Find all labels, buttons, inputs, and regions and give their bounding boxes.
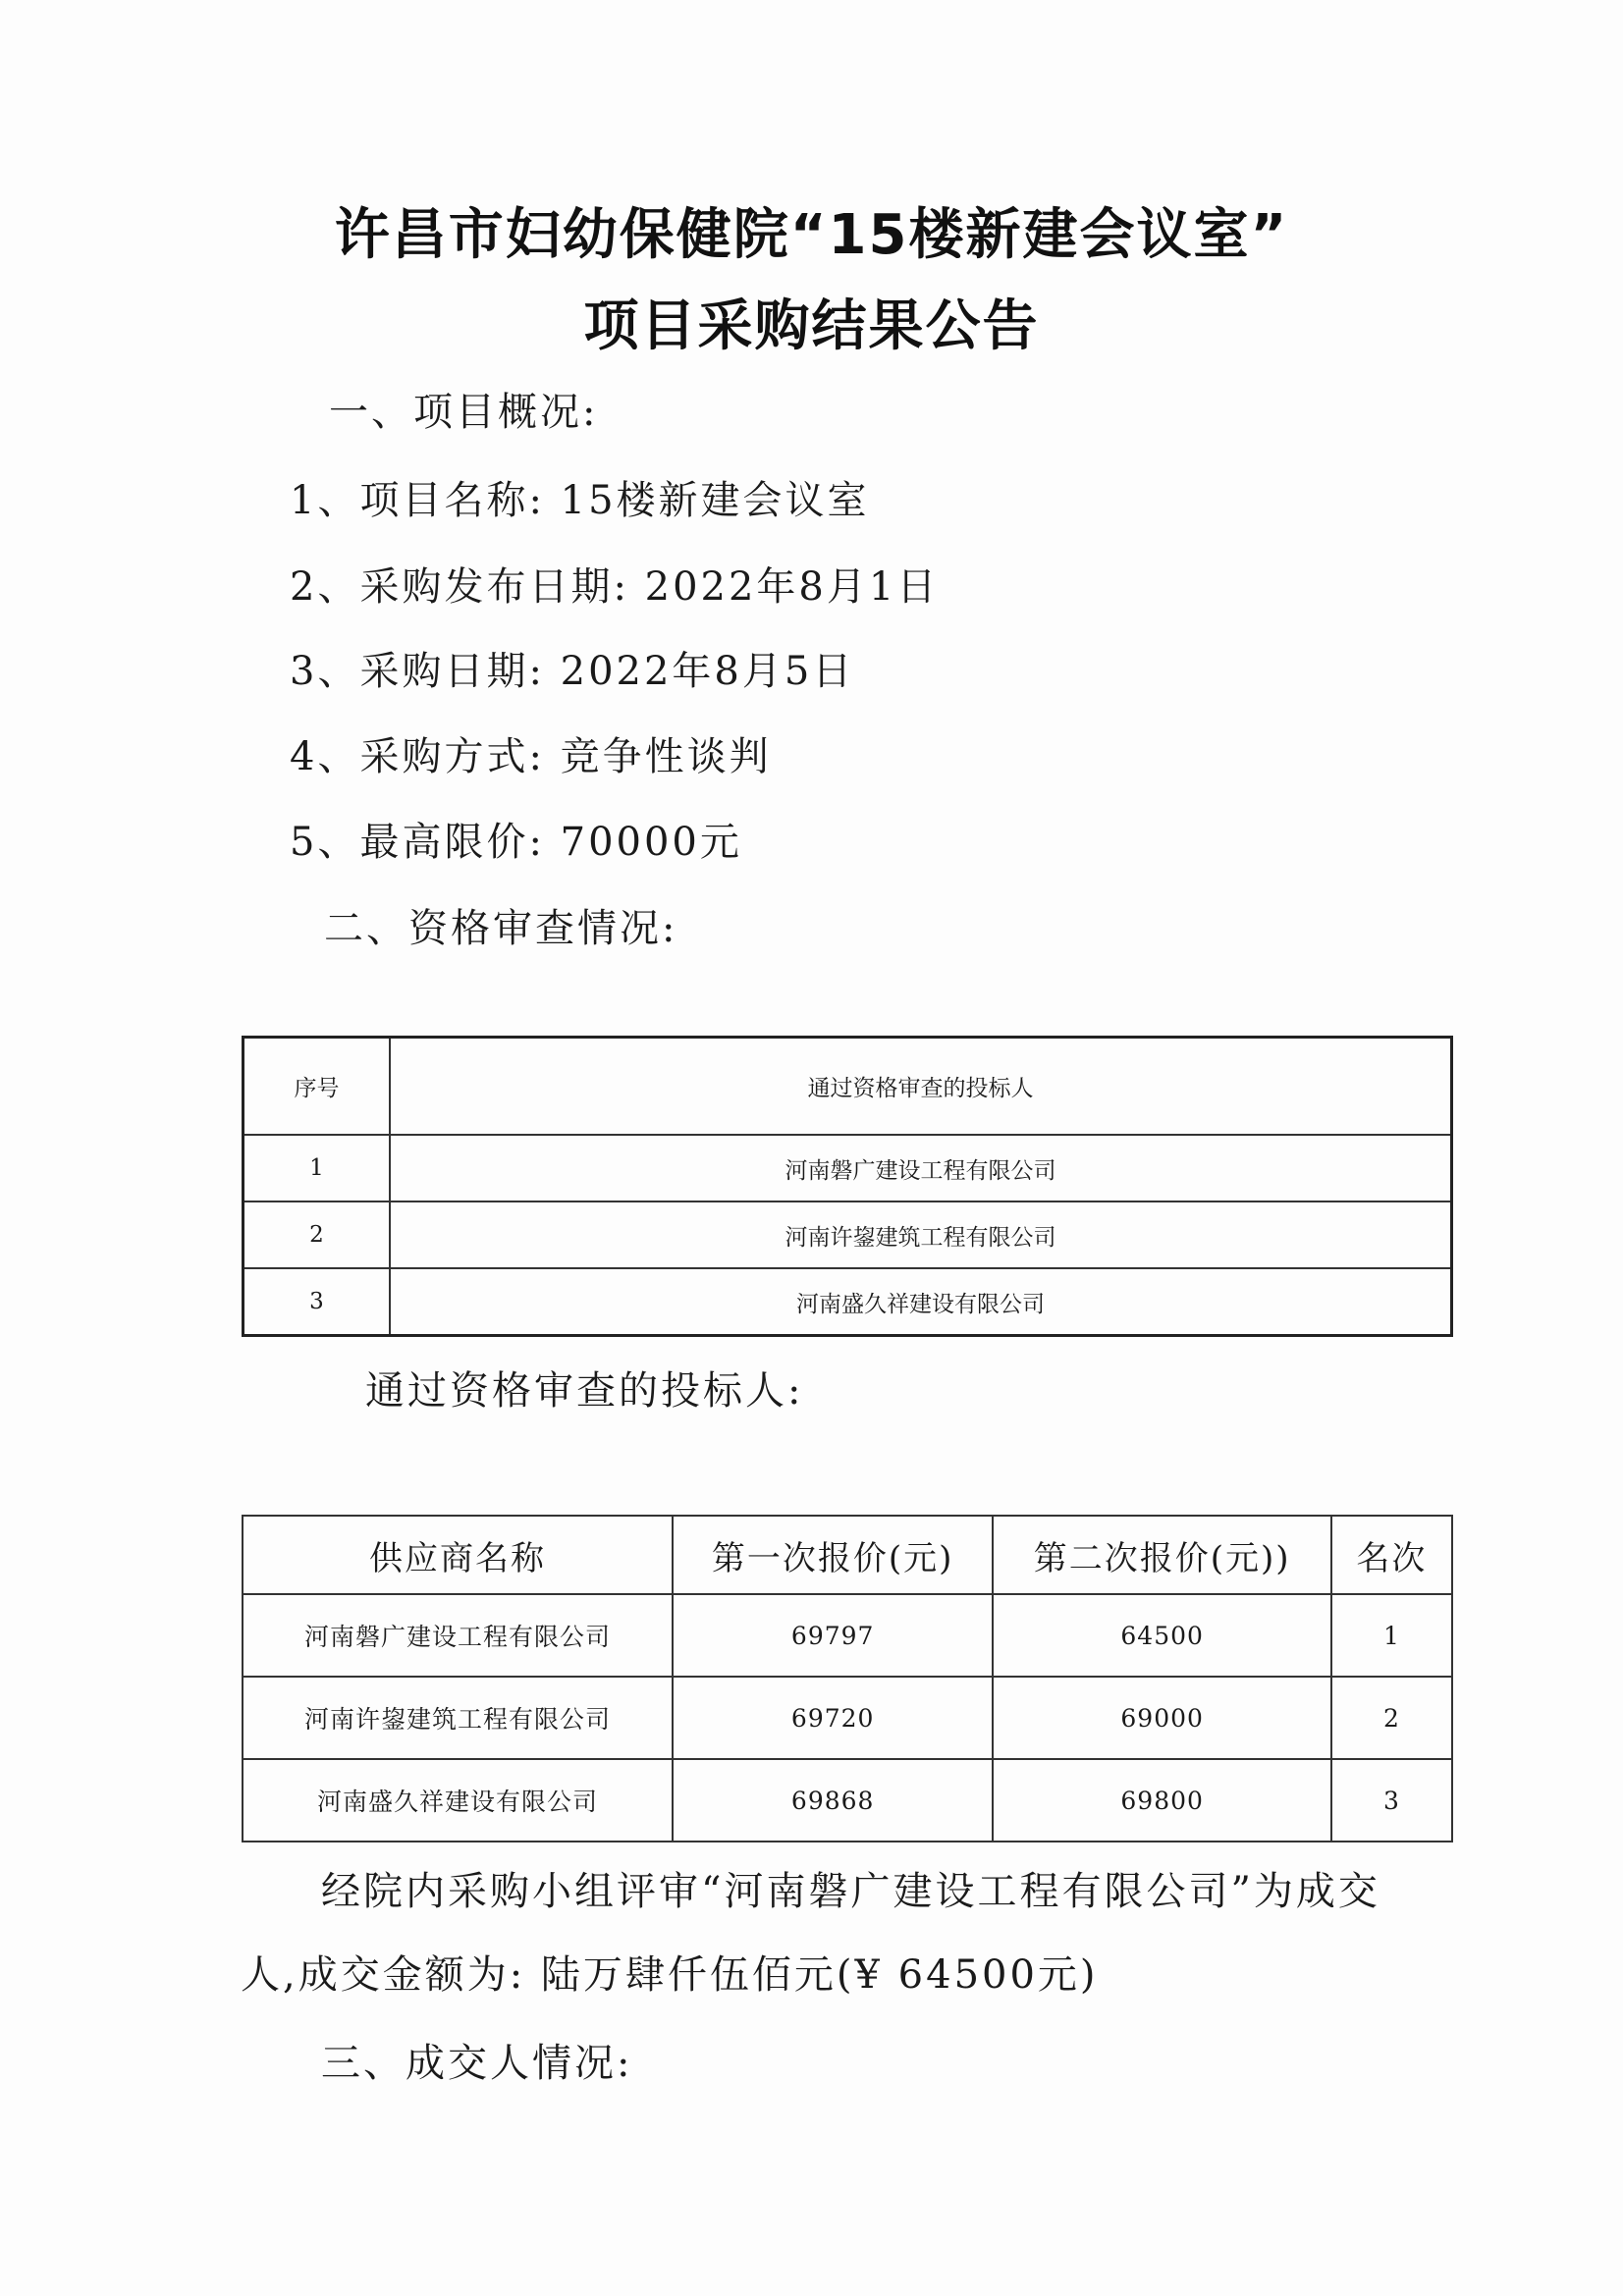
column-header-first-quote: 第一次报价(元) [673,1516,994,1594]
row-bidder: 河南磐广建设工程有限公司 [390,1135,1452,1201]
table-row [243,1677,1452,1759]
qualified-bidders-table [242,1036,1453,1337]
document-title-line1: 许昌市妇幼保健院“15楼新建会议室” [334,203,1289,267]
table-row [243,1268,1452,1336]
bids-table-caption: 通过资格审查的投标人: [365,1368,804,1414]
rank: 1 [1331,1594,1452,1677]
row-seq: 1 [243,1135,391,1201]
publish-date-item: 2、采购发布日期: 2022年8月1日 [290,564,940,610]
column-header-second-quote: 第二次报价(元)) [993,1516,1330,1594]
row-seq: 2 [243,1201,391,1268]
rank: 3 [1331,1759,1452,1842]
first-quote: 69868 [673,1759,994,1842]
rank: 2 [1331,1677,1452,1759]
project-name-item: 1、项目名称: 15楼新建会议室 [290,478,870,523]
conclusion-line1: 经院内采购小组评审“河南磐广建设工程有限公司”为成交 [321,1869,1380,1914]
table-row [243,1759,1452,1842]
table-row [243,1594,1452,1677]
purchase-method-item: 4、采购方式: 竞争性谈判 [290,734,772,779]
supplier-name: 河南盛久祥建设有限公司 [243,1759,673,1842]
second-quote: 64500 [993,1594,1330,1677]
column-header-seq: 序号 [243,1038,391,1136]
conclusion-line2: 人,成交金额为: 陆万肆仟伍佰元(¥ 64500元) [241,1952,1099,1998]
first-quote: 69797 [673,1594,994,1677]
column-header-rank: 名次 [1331,1516,1452,1594]
row-bidder: 河南盛久祥建设有限公司 [390,1268,1452,1336]
table-header-row [243,1516,1452,1594]
section3-heading: 三、成交人情况: [321,2041,633,2086]
document-title-line2: 项目采购结果公告 [583,294,1040,358]
second-quote: 69800 [993,1759,1330,1842]
column-header-supplier: 供应商名称 [243,1516,673,1594]
purchase-date-item: 3、采购日期: 2022年8月5日 [290,649,855,694]
supplier-name: 河南许鋆建筑工程有限公司 [243,1677,673,1759]
table-row [243,1201,1452,1268]
table-header-row [243,1038,1452,1136]
row-bidder: 河南许鋆建筑工程有限公司 [390,1201,1452,1268]
first-quote: 69720 [673,1677,994,1759]
table-row [243,1135,1452,1201]
supplier-name: 河南磐广建设工程有限公司 [243,1594,673,1677]
section2-heading: 二、资格审查情况: [324,906,678,951]
second-quote: 69000 [993,1677,1330,1759]
column-header-bidder: 通过资格审查的投标人 [390,1038,1452,1136]
section1-heading: 一、项目概况: [329,390,599,435]
row-seq: 3 [243,1268,391,1336]
bid-prices-table [242,1515,1453,1842]
max-price-item: 5、最高限价: 70000元 [290,820,742,865]
